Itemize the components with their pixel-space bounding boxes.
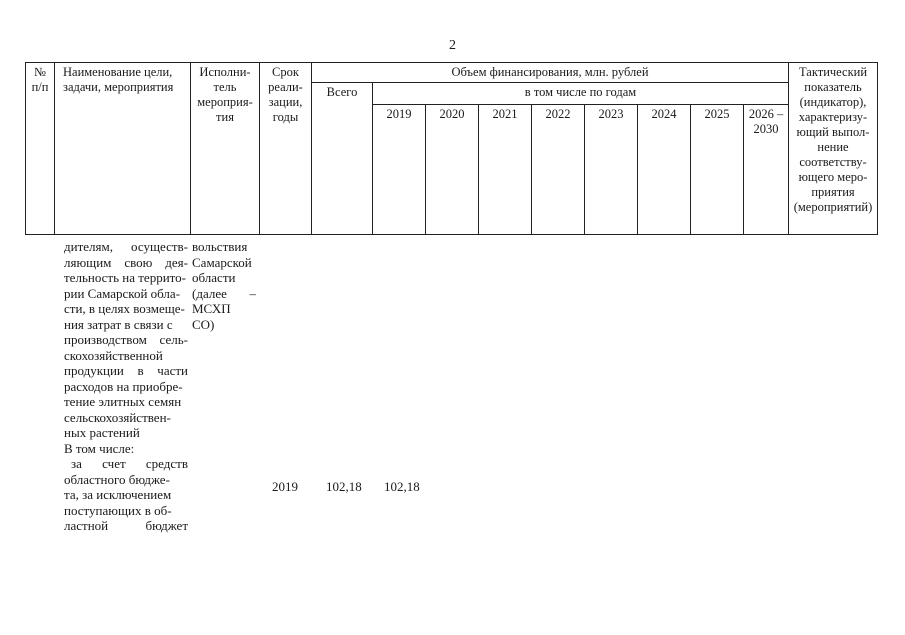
header-line: ющий выпол- bbox=[796, 125, 870, 139]
total-value: 102,18 bbox=[326, 479, 362, 494]
text-word: счет bbox=[102, 456, 126, 471]
header-line: задачи, мероприятия bbox=[63, 80, 174, 94]
text-word: продукции bbox=[64, 363, 124, 378]
col-name-header bbox=[55, 63, 191, 235]
total-header: Всего bbox=[312, 83, 373, 235]
page-number: 2 bbox=[449, 38, 456, 53]
header-line: Срок bbox=[272, 65, 299, 79]
text-line bbox=[64, 363, 188, 379]
header-line: Тактический bbox=[798, 65, 868, 79]
text-line: тение элитных семян bbox=[64, 394, 182, 409]
text-word: в bbox=[137, 363, 144, 378]
header-line: нение bbox=[817, 140, 849, 154]
text-word: средств bbox=[145, 456, 188, 471]
text-line: рии Самарской обла- bbox=[64, 285, 181, 301]
header-line: годы bbox=[272, 110, 299, 124]
text-word: осуществ- bbox=[131, 239, 188, 254]
text-line bbox=[64, 456, 188, 472]
text-word: ластной bbox=[64, 518, 109, 533]
text-line: скохозяйственной bbox=[64, 347, 163, 363]
header-line: показатель bbox=[804, 80, 862, 94]
text-word: дея- bbox=[165, 254, 188, 270]
text-word: бюджет bbox=[145, 518, 188, 533]
text-word: производством bbox=[64, 332, 147, 347]
header-line: приятия bbox=[811, 185, 855, 199]
text-word: части bbox=[157, 363, 188, 378]
header-line: соответству- bbox=[799, 155, 867, 169]
text-line: расходов на приобре- bbox=[64, 378, 183, 394]
col-term-header bbox=[260, 63, 312, 235]
header-line: Исполни- bbox=[199, 65, 251, 79]
year-header: 2020 bbox=[426, 105, 479, 235]
header-line: тель bbox=[213, 80, 237, 94]
text-line: Самарской bbox=[192, 254, 252, 270]
text-line: МСХП bbox=[192, 301, 231, 316]
year-header: 2019 bbox=[373, 105, 426, 235]
text-word: ния затрат в связи с bbox=[64, 316, 173, 332]
text-word: – bbox=[249, 285, 256, 301]
header-line: Наименование цели, bbox=[63, 65, 173, 79]
header-line: (мероприятий) bbox=[793, 200, 873, 214]
executor-text bbox=[192, 239, 256, 332]
year-header: 2023 bbox=[585, 105, 638, 235]
term-value: 2019 bbox=[272, 479, 298, 494]
text-word: (далее bbox=[192, 285, 227, 301]
header-line: № bbox=[34, 65, 46, 79]
col-num-header bbox=[26, 63, 55, 235]
text-word: свою bbox=[124, 254, 153, 270]
text-line bbox=[64, 239, 188, 255]
header-line: зации, bbox=[268, 95, 303, 109]
text-line bbox=[64, 332, 188, 348]
col-indicator-header bbox=[789, 63, 878, 235]
year-header: 2021 bbox=[479, 105, 532, 235]
text-line: сти, в целях возмеще- bbox=[64, 301, 185, 316]
header-line: реали- bbox=[268, 80, 303, 94]
text-line bbox=[192, 286, 256, 302]
text-line: тельность на террито- bbox=[64, 270, 187, 285]
header-line: п/п bbox=[31, 80, 49, 94]
text-word: за bbox=[71, 456, 82, 471]
by-years-header: в том числе по годам bbox=[373, 83, 789, 105]
measure-name-text bbox=[64, 239, 188, 534]
text-line bbox=[64, 317, 188, 333]
header-line: мероприя- bbox=[197, 95, 253, 109]
col-executor-header bbox=[191, 63, 260, 235]
header-line: ющего меро- bbox=[798, 170, 868, 184]
text-line: СО) bbox=[192, 316, 215, 332]
header-line: (индикатор), bbox=[799, 95, 867, 109]
year-header: 2024 bbox=[638, 105, 691, 235]
text-line bbox=[64, 518, 188, 534]
text-line: областного бюдже- bbox=[64, 471, 170, 487]
text-line: та, за исключением bbox=[64, 487, 172, 502]
text-line bbox=[64, 255, 188, 271]
including-label: В том числе: bbox=[64, 440, 135, 456]
text-line: области bbox=[192, 270, 236, 285]
year-header: 2022 bbox=[532, 105, 585, 235]
text-word: ляющим bbox=[64, 254, 112, 270]
header-line: тия bbox=[216, 110, 234, 124]
text-line: вольствия bbox=[192, 239, 248, 254]
financing-title: Объем финансирования, млн. рублей bbox=[312, 63, 789, 83]
year-2019-value: 102,18 bbox=[384, 479, 420, 494]
header-line: характеризу- bbox=[798, 110, 868, 124]
text-word: сель- bbox=[159, 332, 188, 347]
year-header: 2025 bbox=[691, 105, 744, 235]
text-word: дителям, bbox=[64, 239, 113, 254]
year-header: 2026 –2030 bbox=[744, 105, 789, 235]
text-line: сельскохозяйствен- bbox=[64, 409, 171, 425]
header-table bbox=[25, 62, 878, 235]
text-line: ных растений bbox=[64, 425, 140, 440]
text-line: поступающих в об- bbox=[64, 502, 172, 518]
